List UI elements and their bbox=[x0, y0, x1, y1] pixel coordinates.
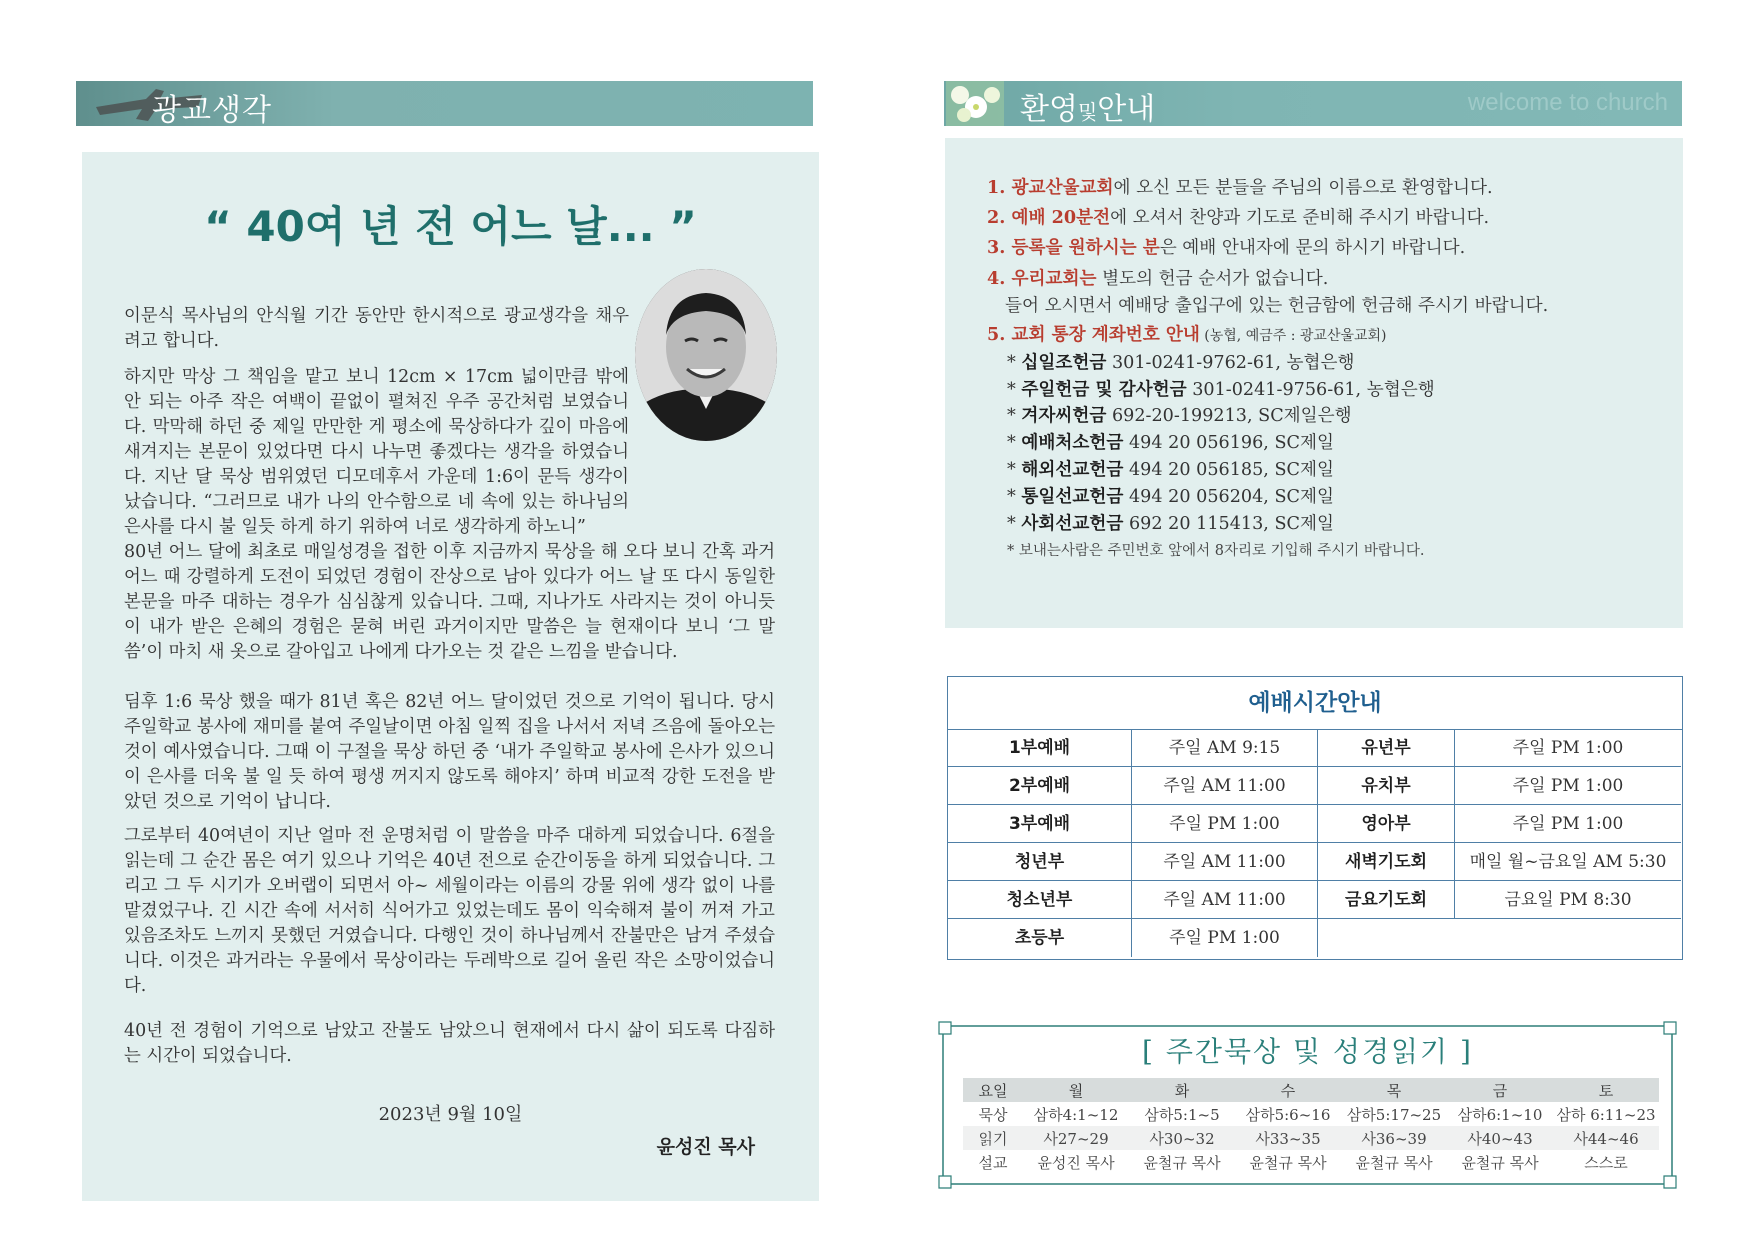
worship-label: 유치부 bbox=[1318, 767, 1455, 805]
welcome-item bbox=[987, 204, 1489, 229]
item-highlight: 등록을 원하시는 분 bbox=[1011, 237, 1160, 258]
reading-header-row bbox=[963, 1078, 1659, 1102]
item-number: 5. bbox=[987, 324, 1012, 345]
worship-label: 3부예배 bbox=[948, 805, 1132, 843]
account-info: 301-0241-9756-61, 농협은행 bbox=[1186, 380, 1435, 400]
item-text: 에 오셔서 찬양과 기도로 준비해 주시기 바랍니다. bbox=[1110, 208, 1490, 228]
worship-time: 주일 PM 1:00 bbox=[1132, 919, 1318, 957]
sermon-paragraph: 이문식 목사님의 안식월 기간 동안만 한시적으로 광교생각을 채우려고 합니다. bbox=[124, 306, 629, 351]
bullet: * bbox=[1007, 353, 1022, 373]
sermon-paragraph: 80년 어느 달에 최초로 매일성경을 접한 이후 지금까지 묵상을 해 오다 보니 간혹 과거 어느 때 강렬하게 도전이 되었던 경험이 잔상으로 남아 있다가 어느 날 또 다시 동일한 본문을 마주 대하는 경우가 심심찮게 있습니다. 그때, 지나가도 사라지는 것이 아니듯이 내가 받은 은혜의 경험은 묻혀 버린 과거이지만 말씀은 늘 현재이다 보니 ‘그 말씀’이 마치 새 옷으로 갈아입고 나에게 다가오는 것 같은 느낌을 받습니다. bbox=[124, 542, 775, 662]
item-number: 4. bbox=[987, 268, 1012, 289]
sermon-author: 윤성진 목사 bbox=[656, 1136, 755, 1158]
worship-time: 주일 AM 11:00 bbox=[1132, 843, 1318, 881]
item-highlight: 우리교회는 bbox=[1011, 268, 1097, 289]
worship-label: 유년부 bbox=[1318, 729, 1455, 767]
item-note: (농협, 예금주 : 광교산울교회) bbox=[1199, 328, 1387, 344]
account-info: 494 20 056185, SC제일 bbox=[1123, 460, 1334, 480]
reading-header-cell: 토 bbox=[1553, 1078, 1659, 1102]
account-note: * 보내는사람은 주민번호 앞에서 8자리로 기입해 주시기 바랍니다. bbox=[1007, 543, 1425, 559]
welcome-section-banner bbox=[944, 81, 1682, 126]
account-name: 주일헌금 및 감사헌금 bbox=[1021, 379, 1187, 400]
worship-empty-cell bbox=[1318, 919, 1681, 957]
account-name: 겨자씨헌금 bbox=[1021, 405, 1107, 426]
reading-cell: 삼하5:17~25 bbox=[1346, 1105, 1442, 1124]
worship-time: 주일 PM 1:00 bbox=[1455, 767, 1681, 805]
welcome-item bbox=[987, 265, 1328, 290]
reading-cell: 삼하6:1~10 bbox=[1457, 1105, 1543, 1124]
weekly-reading-panel bbox=[937, 1020, 1678, 1190]
account-line bbox=[1007, 510, 1334, 535]
reading-cell: 삼하4:1~12 bbox=[1033, 1105, 1119, 1124]
worship-time: 주일 AM 11:00 bbox=[1132, 767, 1318, 805]
worship-time: 금요일 PM 8:30 bbox=[1455, 881, 1681, 919]
sermon-column bbox=[82, 152, 819, 1201]
account-line bbox=[1007, 483, 1334, 508]
reading-cell: 사40~43 bbox=[1447, 1126, 1553, 1150]
worship-table-title: 예배시간안내 bbox=[948, 677, 1682, 730]
account-info: 494 20 056204, SC제일 bbox=[1123, 487, 1334, 507]
sermon-paragraph: 그로부터 40여년이 지난 얼마 전 운명처럼 이 말씀을 마주 대하게 되었습니다. 6절을 읽는데 그 순간 몸은 여기 있으나 기억은 40년 전으로 순간이동을 하게 되었습니다. 그리고 그 두 시기가 오버랩이 되면서 아~ 세월이라는 이름의 강물 위에 생각 없이 나를 맡겼었구나. 긴 시간 속에 서서히 식어가고 있었는데도 몸이 익숙해져 불이 꺼져 가고 있음조차도 느끼지 못했던 거였습니다. 다행인 것이 하나님께서 잔불만은 남겨 주셨습니다. 이것은 과거라는 우물에서 묵상이라는 두레박으로 길어 올린 작은 소망이었습니다. bbox=[124, 826, 775, 996]
item-number: 2. bbox=[987, 207, 1012, 228]
account-name: 사회선교헌금 bbox=[1021, 513, 1124, 534]
welcome-banner-title-a: 환영 bbox=[1020, 92, 1078, 127]
reading-cell: 설교 bbox=[978, 1153, 1008, 1172]
sermon-paragraph: 딤후 1:6 묵상 했을 때가 81년 혹은 82년 어느 달이었던 것으로 기억이 됩니다. 당시 주일학교 봉사에 재미를 붙여 주일날이면 아침 일찍 집을 나서서 저녁 즈음에 돌아오는 것이 예사였습니다. 그때 이 구절을 묵상 하던 중 ‘내가 주일학교 봉사에 은사가 있으니 이 은사를 더욱 불 일 듯 하여 평생 꺼지지 않도록 해야지’ 하며 비교적 강한 도전을 받았던 것으로 기억이 납니다. bbox=[124, 692, 775, 812]
sermon-title: “ 40여 년 전 어느 날... ” bbox=[204, 202, 697, 251]
worship-time: 주일 AM 11:00 bbox=[1132, 881, 1318, 919]
account-line bbox=[1007, 402, 1352, 427]
welcome-notice-box bbox=[945, 138, 1683, 628]
worship-time: 주일 PM 1:00 bbox=[1455, 729, 1681, 767]
reading-cell: 윤철규 목사 bbox=[1461, 1153, 1539, 1172]
worship-label: 1부예배 bbox=[948, 729, 1132, 767]
welcome-banner-english: welcome to church bbox=[1467, 89, 1668, 116]
worship-label: 금요기도회 bbox=[1318, 881, 1455, 919]
left-section-banner bbox=[76, 81, 813, 126]
reading-cell: 사30~32 bbox=[1129, 1126, 1235, 1150]
reading-header-cell: 화 bbox=[1129, 1078, 1235, 1102]
worship-time: 주일 PM 1:00 bbox=[1455, 805, 1681, 843]
worship-schedule-table bbox=[947, 676, 1683, 960]
sermon-date: 2023년 9월 10일 bbox=[378, 1104, 523, 1125]
worship-time: 주일 PM 1:00 bbox=[1132, 805, 1318, 843]
account-name: 해외선교헌금 bbox=[1021, 459, 1124, 480]
worship-label: 청년부 bbox=[948, 843, 1132, 881]
reading-row bbox=[963, 1150, 1659, 1174]
bullet: * bbox=[1007, 433, 1022, 453]
reading-row bbox=[963, 1126, 1659, 1150]
reading-cell: 스스로 bbox=[1584, 1153, 1628, 1172]
reading-cell: 사33~35 bbox=[1235, 1126, 1341, 1150]
account-name: 통일선교헌금 bbox=[1021, 486, 1124, 507]
item-highlight: 예배 20분전 bbox=[1011, 207, 1111, 228]
bullet: * bbox=[1007, 460, 1022, 480]
left-banner-title: 광교생각 bbox=[152, 93, 272, 128]
reading-cell: 윤철규 목사 bbox=[1355, 1153, 1433, 1172]
welcome-item bbox=[987, 321, 1387, 346]
item-text: 에 오신 모든 분들을 주님의 이름으로 환영합니다. bbox=[1113, 178, 1493, 198]
account-line bbox=[1007, 456, 1334, 481]
account-name: 예배처소헌금 bbox=[1021, 432, 1124, 453]
sermon-paragraph: 40년 전 경험이 기억으로 남았고 잔불도 남았으니 현재에서 다시 삶이 되도록 다짐하는 시간이 되었습니다. bbox=[124, 1021, 775, 1066]
reading-header-cell: 월 bbox=[1023, 1078, 1129, 1102]
account-info: 692-20-199213, SC제일은행 bbox=[1106, 406, 1352, 426]
flower-icon bbox=[946, 81, 1004, 126]
welcome-item bbox=[987, 234, 1465, 259]
reading-cell: 삼하5:6~16 bbox=[1245, 1105, 1331, 1124]
item-highlight: 광교산울교회 bbox=[1011, 177, 1114, 198]
item-highlight: 교회 통장 계좌번호 안내 bbox=[1011, 324, 1200, 345]
bullet: * bbox=[1007, 406, 1022, 426]
reading-cell: 윤성진 목사 bbox=[1037, 1153, 1115, 1172]
reading-cell: 삼하5:1~5 bbox=[1144, 1105, 1220, 1124]
reading-title: [ 주간묵상 및 성경읽기 ] bbox=[1142, 1035, 1473, 1068]
welcome-item bbox=[987, 174, 1493, 199]
sermon-paragraph-text: 하지만 막상 그 책임을 맡고 보니 12cm × 17cm 넓이만큼 밖에 안 되는 아주 작은 여백이 끝없이 펼쳐진 우주 공간처럼 보였습니다. 막막해 하던 중 제일 만만한 게 평소에 묵상하다가 깊이 마음에 새겨지는 본문이 있었다면 다시 나누면 좋겠다는 생각을 하였습니다. 지난 달 묵상 범위였던 디모데후서 가운데 1:6이 문득 생각이 났습니다. “그러므로 내가 나의 안수함으로 네 속에 있는 하나님의 은사를 다시 불 일듯 하게 하기 위하여 너로 생각하게 하노니” bbox=[124, 367, 629, 537]
reading-cell: 묵상 bbox=[978, 1105, 1008, 1124]
welcome-banner-title-b: 및 bbox=[1077, 100, 1098, 124]
worship-label: 청소년부 bbox=[948, 881, 1132, 919]
welcome-item-continued: 들어 오시면서 예배당 출입구에 있는 헌금함에 헌금해 주시기 바랍니다. bbox=[1005, 296, 1549, 316]
account-info: 301-0241-9762-61, 농협은행 bbox=[1106, 353, 1355, 373]
reading-cell: 읽기 bbox=[963, 1126, 1023, 1150]
reading-table bbox=[963, 1078, 1659, 1174]
welcome-banner-title bbox=[1020, 84, 1155, 128]
sermon-paragraph bbox=[124, 365, 775, 540]
reading-cell: 삼하 6:11~23 bbox=[1556, 1105, 1656, 1124]
bullet: * bbox=[1007, 514, 1022, 534]
worship-time: 매일 월~금요일 AM 5:30 bbox=[1455, 843, 1681, 881]
reading-cell: 윤철규 목사 bbox=[1143, 1153, 1221, 1172]
item-number: 3. bbox=[987, 237, 1012, 258]
reading-header-cell: 수 bbox=[1235, 1078, 1341, 1102]
reading-cell: 윤철규 목사 bbox=[1249, 1153, 1327, 1172]
welcome-banner-title-c: 안내 bbox=[1097, 92, 1156, 127]
worship-label: 영아부 bbox=[1318, 805, 1455, 843]
account-info: 692 20 115413, SC제일 bbox=[1123, 514, 1334, 534]
account-line bbox=[1007, 376, 1435, 401]
reading-cell: 사36~39 bbox=[1341, 1126, 1447, 1150]
worship-label: 초등부 bbox=[948, 919, 1132, 957]
reading-header-cell: 목 bbox=[1341, 1078, 1447, 1102]
reading-row bbox=[963, 1102, 1659, 1126]
reading-cell: 사44~46 bbox=[1553, 1126, 1659, 1150]
bullet: * bbox=[1007, 487, 1022, 507]
item-text: 별도의 헌금 순서가 없습니다. bbox=[1096, 269, 1329, 289]
item-text: 은 예배 안내자에 문의 하시기 바랍니다. bbox=[1159, 238, 1466, 258]
account-info: 494 20 056196, SC제일 bbox=[1123, 433, 1334, 453]
account-line bbox=[1007, 429, 1334, 454]
account-line bbox=[1007, 349, 1355, 374]
reading-cell: 사27~29 bbox=[1023, 1126, 1129, 1150]
worship-label: 2부예배 bbox=[948, 767, 1132, 805]
worship-label: 새벽기도회 bbox=[1318, 843, 1455, 881]
reading-header-cell: 요일 bbox=[963, 1078, 1023, 1102]
reading-header-cell: 금 bbox=[1447, 1078, 1553, 1102]
account-name: 십일조헌금 bbox=[1021, 352, 1107, 373]
bullet: * bbox=[1007, 380, 1022, 400]
item-number: 1. bbox=[987, 177, 1012, 198]
worship-time: 주일 AM 9:15 bbox=[1132, 729, 1318, 767]
